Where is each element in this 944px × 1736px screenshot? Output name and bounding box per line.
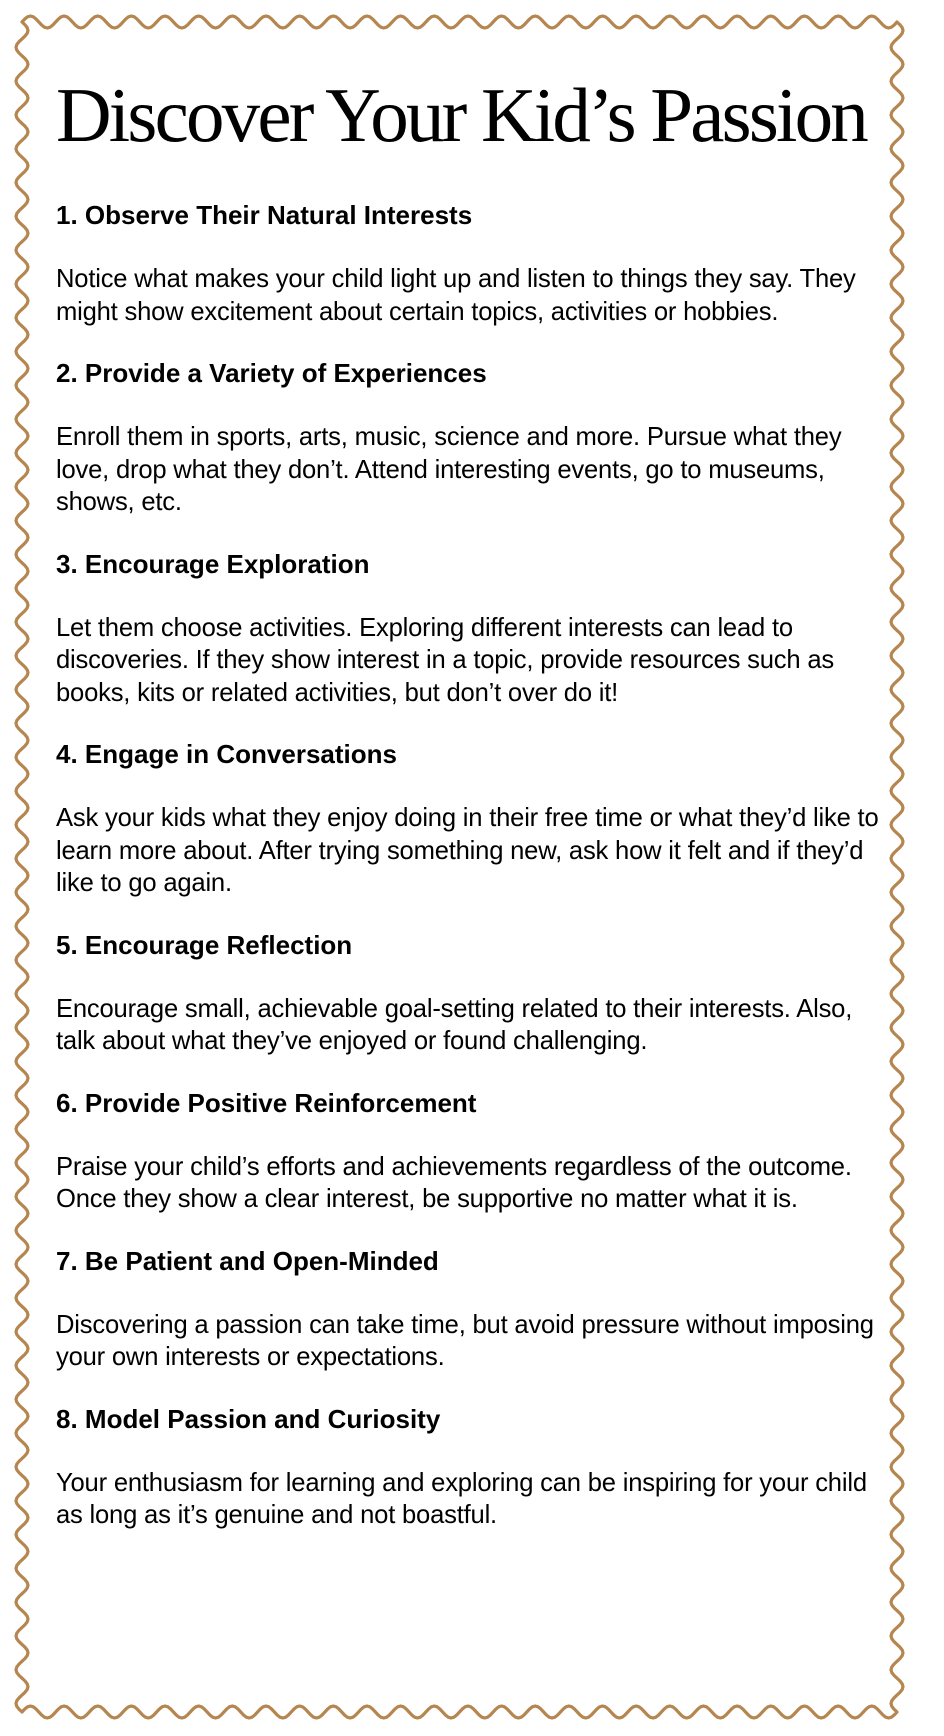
section-engage-conversations: [56, 739, 886, 900]
section-body: Praise your child’s efforts and achievements regardless of the outcome. Once they show a clear interest, be supportive no matter what it is.: [56, 1152, 852, 1213]
section-heading: 7. Be Patient and Open-Minded: [56, 1245, 439, 1276]
section-heading: 2. Provide a Variety of Experiences: [56, 358, 487, 388]
article: [56, 70, 886, 1532]
section-heading: 6. Provide Positive Reinforcement: [56, 1087, 477, 1118]
section-heading: 1. Observe Their Natural Interests: [56, 200, 473, 230]
page-title: Discover Your Kid’s Passion: [56, 72, 866, 158]
section-heading: 3. Encourage Exploration: [56, 548, 370, 579]
section-body: Discovering a passion can take time, but avoid pressure without imposing your own interests or expectations.: [56, 1310, 874, 1371]
section-body: Encourage small, achievable goal-setting related to their interests. Also, talk about what they’ve enjoyed or found challenging.: [56, 994, 853, 1055]
section-encourage-exploration: [56, 549, 886, 710]
section-model-passion: [56, 1404, 886, 1532]
section-variety-experiences: [56, 358, 886, 519]
section-positive-reinforcement: [56, 1088, 886, 1216]
section-body: Enroll them in sports, arts, music, science and more. Pursue what they love, drop what they don’t. Attend interesting events, go to museums, shows, etc.: [56, 423, 842, 516]
section-body: Notice what makes your child light up and listen to things they say. They might show excitement about certain topics, activities or hobbies.: [56, 265, 856, 326]
section-observe-interests: [56, 200, 886, 328]
section-encourage-reflection: [56, 930, 886, 1058]
section-heading: 8. Model Passion and Curiosity: [56, 1403, 441, 1434]
section-body: Ask your kids what they enjoy doing in their free time or what they’d like to learn more about. After trying something new, ask how it felt and if they’d like to go again.: [56, 804, 879, 897]
section-heading: 4. Engage in Conversations: [56, 739, 397, 769]
section-heading: 5. Encourage Reflection: [56, 929, 353, 960]
section-body: Your enthusiasm for learning and exploring can be inspiring for your child as long as it’s genuine and not boastful.: [56, 1468, 867, 1529]
section-body: Let them choose activities. Exploring different interests can lead to discoveries. If they show interest in a topic, provide resources such as books, kits or related activities, but don’t over do it!: [56, 613, 834, 707]
section-patient-open-minded: [56, 1246, 886, 1374]
